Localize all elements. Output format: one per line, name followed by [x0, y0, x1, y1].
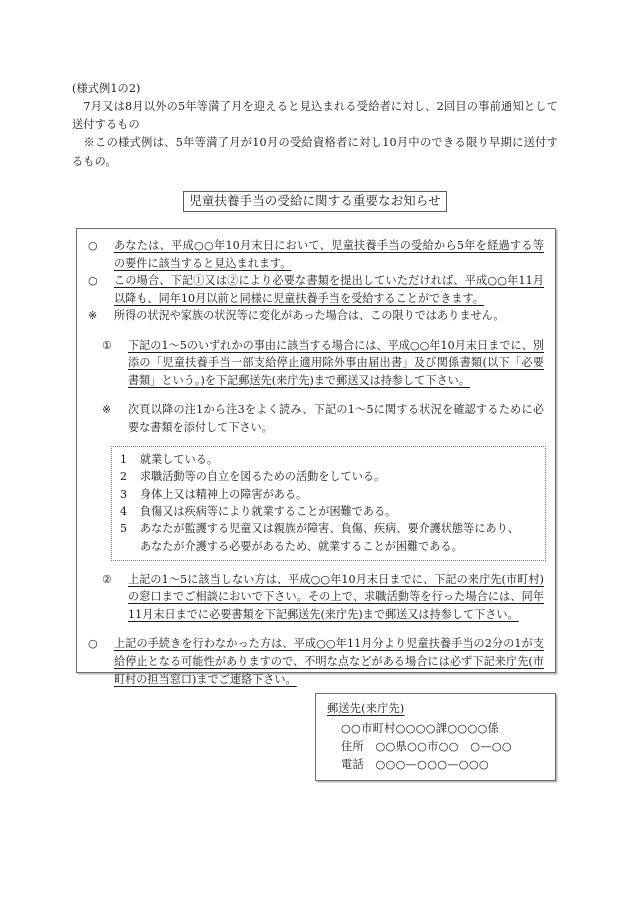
notice-attachment-note [88, 401, 544, 436]
preamble-line-1: 7月又は8月以外の5年等満了月を迎えると見込まれる受給者に対し、2回目の事前通知として送付するもの [72, 100, 558, 132]
condition-number: 2 [120, 470, 128, 484]
notice-paragraph-2 [88, 272, 544, 307]
conditions-box [111, 446, 546, 561]
notice-item-2 [88, 571, 544, 624]
condition-text: あなたが監護する児童又は親族が障害、負傷、疾病、要介護状態等にあり、 [140, 522, 519, 536]
bullet-circle-icon: ○ [88, 274, 98, 288]
title-wrapper [0, 191, 630, 212]
notice-attachment-note-text: 次頁以降の注1から注3をよく読み、下記の1～5に関する状況を確認するために必要な書類を添付して下さい。 [128, 403, 544, 434]
notice-paragraph-3 [88, 307, 544, 325]
preamble-line-2: ※この様式例は、5年等満了月が10月の受給資格者に対し10月中のできる限り早期に送付するもの。 [72, 136, 558, 168]
condition-number: 3 [120, 487, 128, 501]
condition-item [120, 520, 537, 537]
condition-item [120, 451, 537, 468]
notice-item-2-text: 上記の1～5に該当しない方は、平成○○年10月末日までに、下記の来庁先(市町村)の窓口までご相談においで下さい。その上で、求職活動等を行った場合には、同年11月末日までに必要書類を下記郵送先(来庁先)まで郵送又は持参して下さい。 [128, 572, 544, 621]
address-phone-line: 電話 ○○○—○○○—○○○ [341, 758, 489, 772]
preamble-block [72, 80, 558, 171]
condition-5-continuation: あなたが介護する必要があるため、就業することが困難である。 [140, 539, 463, 553]
spacer [88, 325, 544, 337]
address-street-line: 住所 ○○県○○市○○ ○—○○ [341, 740, 512, 754]
notice-item-1 [88, 337, 544, 390]
kome-mark-icon: ※ [88, 309, 98, 323]
condition-number: 1 [120, 453, 128, 467]
notice-item-1-text: 下記の1～5のいずれかの事由に該当する場合には、平成○○年10月末日までに、別添の「児童扶養手当一部支給停止適用除外事由届出書」及び関係書類(以下「必要書類」という。)を下記郵送先(来庁先)まで郵送又は持参して下さい。 [128, 338, 544, 387]
address-department-line: ○○市町村○○○○課○○○○係 [341, 722, 500, 736]
condition-item [120, 486, 537, 503]
condition-text: 求職活動等の自立を図るための活動をしている。 [140, 470, 386, 484]
page-title: 児童扶養手当の受給に関する重要なお知らせ [183, 191, 446, 212]
condition-number: 4 [120, 505, 128, 519]
condition-item [120, 468, 537, 485]
form-label: (様式例1の2) [72, 82, 141, 95]
bullet-circle-icon: ○ [88, 239, 98, 252]
bullet-circle-icon: ○ [88, 637, 98, 651]
mailing-address-box [315, 693, 556, 781]
spacer [88, 389, 544, 401]
notice-paragraph-3-text: 所得の状況や家族の状況等に変化があった場合は、この限りではありません。 [114, 309, 505, 323]
notice-paragraph-1 [88, 237, 544, 272]
item-2-marker: ② [102, 572, 112, 586]
mailing-address-title: 郵送先(来庁先) [327, 702, 405, 715]
spacer [88, 561, 544, 571]
item-1-marker: ① [102, 338, 112, 352]
condition-text: 就業している。 [140, 453, 219, 467]
notice-paragraph-4-text: 上記の手続きを行わなかった方は、平成○○年11月分より児童扶養手当の2分の1が支給停止となる可能性がありますので、不明な点などがある場合には必ず下記来庁先(市町村の担当窓口)までご連絡下さい。 [114, 637, 544, 686]
notice-paragraph-1-text: あなたは、平成○○年10月末日において、児童扶養手当の受給から5年を経過する等の要件に該当すると見込まれます。 [114, 239, 544, 270]
mailing-address-lines [327, 720, 545, 774]
condition-text: 身体上又は精神上の障害がある。 [140, 487, 308, 501]
spacer [88, 623, 544, 635]
notice-paragraph-4 [88, 635, 544, 688]
notice-paragraph-2-text: この場合、下記①又は②により必要な書類を提出していただければ、平成○○年11月以降も、同年10月以前と同様に児童扶養手当を受給することができます。 [114, 274, 544, 305]
notice-box-content [77, 229, 555, 688]
condition-number: 5 [120, 522, 128, 536]
notice-box [76, 228, 556, 686]
spacer [88, 436, 544, 446]
condition-text: 負傷又は疾病等により就業することが困難である。 [140, 505, 397, 519]
kome-mark-icon: ※ [102, 403, 112, 417]
condition-item [120, 503, 537, 520]
